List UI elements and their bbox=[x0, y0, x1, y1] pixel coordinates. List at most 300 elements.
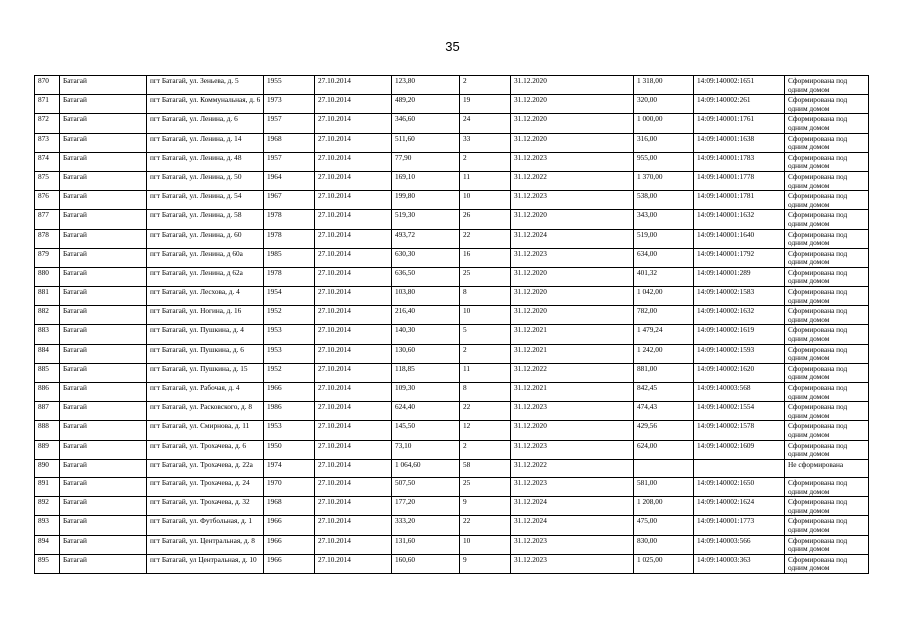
settlement-cell: Батагай bbox=[60, 133, 147, 152]
resettlement-date-cell: 31.12.2021 bbox=[511, 344, 634, 363]
cadastral-number-cell: 14:09:140001:1792 bbox=[694, 248, 785, 267]
cadastral-number-cell: 14:09:140002:1624 bbox=[694, 497, 785, 516]
settlement-cell: Батагай bbox=[60, 383, 147, 402]
area-cell: 118,85 bbox=[392, 363, 460, 382]
recognition-date-cell: 27.10.2014 bbox=[315, 210, 392, 229]
cadastral-number-cell: 14:09:140001:1783 bbox=[694, 152, 785, 171]
row-number-cell: 891 bbox=[35, 478, 60, 497]
land-area-cell: 1 025,00 bbox=[634, 554, 694, 573]
area-cell: 177,20 bbox=[392, 497, 460, 516]
table-row bbox=[35, 287, 869, 306]
row-number-cell: 871 bbox=[35, 95, 60, 114]
table-row bbox=[35, 306, 869, 325]
year-built-cell: 1974 bbox=[264, 459, 315, 477]
address-cell: пгт Батагай, ул. Трохачева, д. 24 bbox=[147, 478, 264, 497]
land-status-cell: Сформирована под одним домом bbox=[785, 76, 869, 95]
row-number-cell: 876 bbox=[35, 191, 60, 210]
row-number-cell: 879 bbox=[35, 248, 60, 267]
year-built-cell: 1978 bbox=[264, 229, 315, 248]
year-built-cell: 1952 bbox=[264, 306, 315, 325]
table-row bbox=[35, 478, 869, 497]
area-cell: 333,20 bbox=[392, 516, 460, 535]
row-number-cell: 878 bbox=[35, 229, 60, 248]
address-cell: пгт Батагай, ул. Пушкина, д. 6 bbox=[147, 344, 264, 363]
land-status-cell: Не сформирована bbox=[785, 459, 869, 477]
address-cell: пгт Батагай, ул. Ленина, д. 14 bbox=[147, 133, 264, 152]
residents-cell: 2 bbox=[460, 76, 511, 95]
year-built-cell: 1985 bbox=[264, 248, 315, 267]
resettlement-date-cell: 31.12.2024 bbox=[511, 516, 634, 535]
land-status-cell: Сформирована под одним домом bbox=[785, 325, 869, 344]
land-status-cell: Сформирована под одним домом bbox=[785, 497, 869, 516]
land-status-cell: Сформирована под одним домом bbox=[785, 152, 869, 171]
land-area-cell: 320,00 bbox=[634, 95, 694, 114]
land-status-cell: Сформирована под одним домом bbox=[785, 114, 869, 133]
land-status-cell: Сформирована под одним домом bbox=[785, 478, 869, 497]
land-status-cell: Сформирована под одним домом bbox=[785, 171, 869, 190]
resettlement-date-cell: 31.12.2020 bbox=[511, 421, 634, 440]
settlement-cell: Батагай bbox=[60, 516, 147, 535]
residents-cell: 10 bbox=[460, 191, 511, 210]
area-cell: 199,80 bbox=[392, 191, 460, 210]
resettlement-date-cell: 31.12.2023 bbox=[511, 152, 634, 171]
land-status-cell: Сформирована под одним домом bbox=[785, 363, 869, 382]
row-number-cell: 892 bbox=[35, 497, 60, 516]
table-row bbox=[35, 402, 869, 421]
resettlement-date-cell: 31.12.2020 bbox=[511, 76, 634, 95]
residents-cell: 25 bbox=[460, 267, 511, 286]
area-cell: 624,40 bbox=[392, 402, 460, 421]
row-number-cell: 881 bbox=[35, 287, 60, 306]
recognition-date-cell: 27.10.2014 bbox=[315, 383, 392, 402]
settlement-cell: Батагай bbox=[60, 306, 147, 325]
area-cell: 169,10 bbox=[392, 171, 460, 190]
land-area-cell: 1 242,00 bbox=[634, 344, 694, 363]
table-row bbox=[35, 248, 869, 267]
area-cell: 507,50 bbox=[392, 478, 460, 497]
settlement-cell: Батагай bbox=[60, 421, 147, 440]
recognition-date-cell: 27.10.2014 bbox=[315, 133, 392, 152]
area-cell: 630,30 bbox=[392, 248, 460, 267]
address-cell: пгт Батагай, ул. Зеньева, д. 5 bbox=[147, 76, 264, 95]
area-cell: 123,80 bbox=[392, 76, 460, 95]
recognition-date-cell: 27.10.2014 bbox=[315, 440, 392, 459]
row-number-cell: 889 bbox=[35, 440, 60, 459]
land-area-cell: 581,00 bbox=[634, 478, 694, 497]
resettlement-date-cell: 31.12.2023 bbox=[511, 535, 634, 554]
settlement-cell: Батагай bbox=[60, 76, 147, 95]
year-built-cell: 1952 bbox=[264, 363, 315, 382]
table-row bbox=[35, 133, 869, 152]
address-cell: пгт Батагай, ул. Пушкина, д. 15 bbox=[147, 363, 264, 382]
land-area-cell: 881,00 bbox=[634, 363, 694, 382]
address-cell: пгт Батагай, ул. Коммунальная, д. 6 bbox=[147, 95, 264, 114]
cadastral-number-cell: 14:09:140001:1638 bbox=[694, 133, 785, 152]
resettlement-date-cell: 31.12.2021 bbox=[511, 383, 634, 402]
year-built-cell: 1955 bbox=[264, 76, 315, 95]
area-cell: 489,20 bbox=[392, 95, 460, 114]
year-built-cell: 1970 bbox=[264, 478, 315, 497]
address-cell: пгт Батагай, ул. Ленина, д. 54 bbox=[147, 191, 264, 210]
area-cell: 346,60 bbox=[392, 114, 460, 133]
area-cell: 145,50 bbox=[392, 421, 460, 440]
residents-cell: 9 bbox=[460, 497, 511, 516]
address-cell: пгт Батагай, ул. Ленина, д 60а bbox=[147, 248, 264, 267]
cadastral-number-cell: 14:09:140001:1761 bbox=[694, 114, 785, 133]
resettlement-date-cell: 31.12.2024 bbox=[511, 497, 634, 516]
settlement-cell: Батагай bbox=[60, 210, 147, 229]
row-number-cell: 874 bbox=[35, 152, 60, 171]
land-status-cell: Сформирована под одним домом bbox=[785, 516, 869, 535]
settlement-cell: Батагай bbox=[60, 535, 147, 554]
year-built-cell: 1973 bbox=[264, 95, 315, 114]
resettlement-date-cell: 31.12.2020 bbox=[511, 114, 634, 133]
year-built-cell: 1986 bbox=[264, 402, 315, 421]
area-cell: 73,10 bbox=[392, 440, 460, 459]
recognition-date-cell: 27.10.2014 bbox=[315, 497, 392, 516]
cadastral-number-cell: 14:09:140002:1593 bbox=[694, 344, 785, 363]
address-cell: пгт Батагай, ул. Ленина, д 62а bbox=[147, 267, 264, 286]
row-number-cell: 888 bbox=[35, 421, 60, 440]
year-built-cell: 1966 bbox=[264, 383, 315, 402]
year-built-cell: 1978 bbox=[264, 267, 315, 286]
row-number-cell: 884 bbox=[35, 344, 60, 363]
settlement-cell: Батагай bbox=[60, 229, 147, 248]
row-number-cell: 890 bbox=[35, 459, 60, 477]
cadastral-number-cell: 14:09:140003:566 bbox=[694, 535, 785, 554]
land-area-cell: 401,32 bbox=[634, 267, 694, 286]
cadastral-number-cell: 14:09:140001:289 bbox=[694, 267, 785, 286]
recognition-date-cell: 27.10.2014 bbox=[315, 516, 392, 535]
resettlement-date-cell: 31.12.2023 bbox=[511, 478, 634, 497]
address-cell: пгт Батагай, ул. Ленина, д. 60 bbox=[147, 229, 264, 248]
address-cell: пгт Батагай, ул. Ногина, д. 16 bbox=[147, 306, 264, 325]
year-built-cell: 1954 bbox=[264, 287, 315, 306]
table-row bbox=[35, 497, 869, 516]
row-number-cell: 877 bbox=[35, 210, 60, 229]
residents-cell: 10 bbox=[460, 535, 511, 554]
settlement-cell: Батагай bbox=[60, 459, 147, 477]
resettlement-date-cell: 31.12.2020 bbox=[511, 267, 634, 286]
table-row bbox=[35, 95, 869, 114]
cadastral-number-cell: 14:09:140002:1632 bbox=[694, 306, 785, 325]
residents-cell: 26 bbox=[460, 210, 511, 229]
residents-cell: 5 bbox=[460, 325, 511, 344]
row-number-cell: 880 bbox=[35, 267, 60, 286]
residents-cell: 16 bbox=[460, 248, 511, 267]
address-cell: пгт Батагай, ул. Трохачева, д. 32 bbox=[147, 497, 264, 516]
row-number-cell: 893 bbox=[35, 516, 60, 535]
table-row bbox=[35, 459, 869, 477]
resettlement-date-cell: 31.12.2022 bbox=[511, 459, 634, 477]
residents-cell: 11 bbox=[460, 171, 511, 190]
resettlement-date-cell: 31.12.2023 bbox=[511, 248, 634, 267]
table-row bbox=[35, 383, 869, 402]
cadastral-number-cell: 14:09:140002:1620 bbox=[694, 363, 785, 382]
year-built-cell: 1957 bbox=[264, 152, 315, 171]
land-status-cell: Сформирована под одним домом bbox=[785, 535, 869, 554]
resettlement-date-cell: 31.12.2022 bbox=[511, 363, 634, 382]
recognition-date-cell: 27.10.2014 bbox=[315, 95, 392, 114]
cadastral-number-cell: 14:09:140002:1650 bbox=[694, 478, 785, 497]
resettlement-date-cell: 31.12.2023 bbox=[511, 440, 634, 459]
settlement-cell: Батагай bbox=[60, 248, 147, 267]
recognition-date-cell: 27.10.2014 bbox=[315, 152, 392, 171]
recognition-date-cell: 27.10.2014 bbox=[315, 478, 392, 497]
area-cell: 216,40 bbox=[392, 306, 460, 325]
land-status-cell: Сформирована под одним домом bbox=[785, 383, 869, 402]
area-cell: 160,60 bbox=[392, 554, 460, 573]
housing-registry-table bbox=[34, 75, 869, 574]
land-area-cell: 634,00 bbox=[634, 248, 694, 267]
settlement-cell: Батагай bbox=[60, 95, 147, 114]
area-cell: 519,30 bbox=[392, 210, 460, 229]
settlement-cell: Батагай bbox=[60, 478, 147, 497]
resettlement-date-cell: 31.12.2020 bbox=[511, 287, 634, 306]
settlement-cell: Батагай bbox=[60, 440, 147, 459]
recognition-date-cell: 27.10.2014 bbox=[315, 344, 392, 363]
settlement-cell: Батагай bbox=[60, 402, 147, 421]
residents-cell: 10 bbox=[460, 306, 511, 325]
cadastral-number-cell: 14:09:140001:1781 bbox=[694, 191, 785, 210]
recognition-date-cell: 27.10.2014 bbox=[315, 76, 392, 95]
table-row bbox=[35, 76, 869, 95]
land-status-cell: Сформирована под одним домом bbox=[785, 306, 869, 325]
land-area-cell: 316,00 bbox=[634, 133, 694, 152]
year-built-cell: 1957 bbox=[264, 114, 315, 133]
land-status-cell: Сформирована под одним домом bbox=[785, 229, 869, 248]
cadastral-number-cell bbox=[694, 459, 785, 477]
settlement-cell: Батагай bbox=[60, 171, 147, 190]
address-cell: пгт Батагай, ул Центральная, д. 10 bbox=[147, 554, 264, 573]
recognition-date-cell: 27.10.2014 bbox=[315, 402, 392, 421]
land-status-cell: Сформирована под одним домом bbox=[785, 133, 869, 152]
recognition-date-cell: 27.10.2014 bbox=[315, 535, 392, 554]
row-number-cell: 875 bbox=[35, 171, 60, 190]
row-number-cell: 870 bbox=[35, 76, 60, 95]
address-cell: пгт Батагай, ул. Ленина, д. 48 bbox=[147, 152, 264, 171]
resettlement-date-cell: 31.12.2022 bbox=[511, 171, 634, 190]
page-number: 35 bbox=[445, 39, 460, 54]
land-area-cell: 1 318,00 bbox=[634, 76, 694, 95]
address-cell: пгт Батагай, ул. Пушкина, д. 4 bbox=[147, 325, 264, 344]
year-built-cell: 1966 bbox=[264, 535, 315, 554]
residents-cell: 11 bbox=[460, 363, 511, 382]
land-status-cell: Сформирована под одним домом bbox=[785, 191, 869, 210]
land-area-cell: 429,56 bbox=[634, 421, 694, 440]
cadastral-number-cell: 14:09:140001:1778 bbox=[694, 171, 785, 190]
recognition-date-cell: 27.10.2014 bbox=[315, 459, 392, 477]
area-cell: 1 064,60 bbox=[392, 459, 460, 477]
area-cell: 131,60 bbox=[392, 535, 460, 554]
recognition-date-cell: 27.10.2014 bbox=[315, 554, 392, 573]
cadastral-number-cell: 14:09:140003:363 bbox=[694, 554, 785, 573]
row-number-cell: 887 bbox=[35, 402, 60, 421]
table-body bbox=[35, 76, 869, 574]
settlement-cell: Батагай bbox=[60, 191, 147, 210]
land-area-cell: 538,00 bbox=[634, 191, 694, 210]
land-status-cell: Сформирована под одним домом bbox=[785, 554, 869, 573]
address-cell: пгт Батагай, ул. Ленина, д. 6 bbox=[147, 114, 264, 133]
land-area-cell: 475,00 bbox=[634, 516, 694, 535]
year-built-cell: 1968 bbox=[264, 133, 315, 152]
area-cell: 493,72 bbox=[392, 229, 460, 248]
land-status-cell: Сформирована под одним домом bbox=[785, 267, 869, 286]
row-number-cell: 894 bbox=[35, 535, 60, 554]
land-area-cell: 955,00 bbox=[634, 152, 694, 171]
cadastral-number-cell: 14:09:140002:261 bbox=[694, 95, 785, 114]
area-cell: 130,60 bbox=[392, 344, 460, 363]
cadastral-number-cell: 14:09:140003:568 bbox=[694, 383, 785, 402]
year-built-cell: 1953 bbox=[264, 421, 315, 440]
cadastral-number-cell: 14:09:140002:1619 bbox=[694, 325, 785, 344]
resettlement-date-cell: 31.12.2023 bbox=[511, 402, 634, 421]
resettlement-date-cell: 31.12.2020 bbox=[511, 210, 634, 229]
resettlement-date-cell: 31.12.2024 bbox=[511, 229, 634, 248]
table-row bbox=[35, 344, 869, 363]
settlement-cell: Батагай bbox=[60, 344, 147, 363]
land-area-cell: 842,45 bbox=[634, 383, 694, 402]
cadastral-number-cell: 14:09:140001:1773 bbox=[694, 516, 785, 535]
cadastral-number-cell: 14:09:140001:1632 bbox=[694, 210, 785, 229]
resettlement-date-cell: 31.12.2020 bbox=[511, 133, 634, 152]
area-cell: 103,80 bbox=[392, 287, 460, 306]
residents-cell: 2 bbox=[460, 152, 511, 171]
recognition-date-cell: 27.10.2014 bbox=[315, 325, 392, 344]
land-status-cell: Сформирована под одним домом bbox=[785, 95, 869, 114]
cadastral-number-cell: 14:09:140002:1578 bbox=[694, 421, 785, 440]
residents-cell: 12 bbox=[460, 421, 511, 440]
address-cell: пгт Батагай, ул. Ленина, д. 50 bbox=[147, 171, 264, 190]
recognition-date-cell: 27.10.2014 bbox=[315, 248, 392, 267]
table-row bbox=[35, 171, 869, 190]
residents-cell: 8 bbox=[460, 383, 511, 402]
residents-cell: 8 bbox=[460, 287, 511, 306]
address-cell: пгт Батагай, ул. Трохачева, д. 22а bbox=[147, 459, 264, 477]
settlement-cell: Батагай bbox=[60, 363, 147, 382]
table-row bbox=[35, 229, 869, 248]
residents-cell: 2 bbox=[460, 440, 511, 459]
year-built-cell: 1967 bbox=[264, 191, 315, 210]
table-row bbox=[35, 421, 869, 440]
land-status-cell: Сформирована под одним домом bbox=[785, 344, 869, 363]
land-area-cell: 1 208,00 bbox=[634, 497, 694, 516]
address-cell: пгт Батагай, ул. Лесхова, д. 4 bbox=[147, 287, 264, 306]
recognition-date-cell: 27.10.2014 bbox=[315, 171, 392, 190]
land-area-cell: 474,43 bbox=[634, 402, 694, 421]
land-area-cell: 343,00 bbox=[634, 210, 694, 229]
land-status-cell: Сформирована под одним домом bbox=[785, 440, 869, 459]
land-status-cell: Сформирована под одним домом bbox=[785, 210, 869, 229]
row-number-cell: 895 bbox=[35, 554, 60, 573]
settlement-cell: Батагай bbox=[60, 325, 147, 344]
recognition-date-cell: 27.10.2014 bbox=[315, 421, 392, 440]
land-status-cell: Сформирована под одним домом bbox=[785, 421, 869, 440]
cadastral-number-cell: 14:09:140002:1651 bbox=[694, 76, 785, 95]
table-row bbox=[35, 152, 869, 171]
year-built-cell: 1968 bbox=[264, 497, 315, 516]
table-row bbox=[35, 516, 869, 535]
table-row bbox=[35, 325, 869, 344]
land-area-cell: 1 370,00 bbox=[634, 171, 694, 190]
row-number-cell: 872 bbox=[35, 114, 60, 133]
row-number-cell: 886 bbox=[35, 383, 60, 402]
row-number-cell: 873 bbox=[35, 133, 60, 152]
land-status-cell: Сформирована под одним домом bbox=[785, 287, 869, 306]
address-cell: пгт Батагай, ул. Футбольная, д. 1 bbox=[147, 516, 264, 535]
recognition-date-cell: 27.10.2014 bbox=[315, 306, 392, 325]
year-built-cell: 1950 bbox=[264, 440, 315, 459]
residents-cell: 25 bbox=[460, 478, 511, 497]
settlement-cell: Батагай bbox=[60, 114, 147, 133]
year-built-cell: 1966 bbox=[264, 554, 315, 573]
table-row bbox=[35, 210, 869, 229]
address-cell: пгт Батагай, ул. Ленина, д. 58 bbox=[147, 210, 264, 229]
land-area-cell: 782,00 bbox=[634, 306, 694, 325]
residents-cell: 22 bbox=[460, 402, 511, 421]
table-row bbox=[35, 191, 869, 210]
table-row bbox=[35, 114, 869, 133]
area-cell: 109,30 bbox=[392, 383, 460, 402]
settlement-cell: Батагай bbox=[60, 497, 147, 516]
year-built-cell: 1953 bbox=[264, 344, 315, 363]
land-status-cell: Сформирована под одним домом bbox=[785, 248, 869, 267]
recognition-date-cell: 27.10.2014 bbox=[315, 114, 392, 133]
recognition-date-cell: 27.10.2014 bbox=[315, 267, 392, 286]
settlement-cell: Батагай bbox=[60, 554, 147, 573]
table-row bbox=[35, 535, 869, 554]
resettlement-date-cell: 31.12.2023 bbox=[511, 191, 634, 210]
settlement-cell: Батагай bbox=[60, 267, 147, 286]
table-row bbox=[35, 267, 869, 286]
residents-cell: 22 bbox=[460, 516, 511, 535]
cadastral-number-cell: 14:09:140002:1609 bbox=[694, 440, 785, 459]
residents-cell: 19 bbox=[460, 95, 511, 114]
settlement-cell: Батагай bbox=[60, 152, 147, 171]
year-built-cell: 1966 bbox=[264, 516, 315, 535]
year-built-cell: 1953 bbox=[264, 325, 315, 344]
recognition-date-cell: 27.10.2014 bbox=[315, 287, 392, 306]
resettlement-date-cell: 31.12.2021 bbox=[511, 325, 634, 344]
land-area-cell: 624,00 bbox=[634, 440, 694, 459]
recognition-date-cell: 27.10.2014 bbox=[315, 229, 392, 248]
settlement-cell: Батагай bbox=[60, 287, 147, 306]
cadastral-number-cell: 14:09:140002:1554 bbox=[694, 402, 785, 421]
resettlement-date-cell: 31.12.2020 bbox=[511, 306, 634, 325]
residents-cell: 33 bbox=[460, 133, 511, 152]
residents-cell: 2 bbox=[460, 344, 511, 363]
address-cell: пгт Батагай, ул. Расковского, д. 8 bbox=[147, 402, 264, 421]
cadastral-number-cell: 14:09:140002:1583 bbox=[694, 287, 785, 306]
year-built-cell: 1964 bbox=[264, 171, 315, 190]
residents-cell: 24 bbox=[460, 114, 511, 133]
area-cell: 77,90 bbox=[392, 152, 460, 171]
table-row bbox=[35, 363, 869, 382]
residents-cell: 22 bbox=[460, 229, 511, 248]
land-area-cell bbox=[634, 459, 694, 477]
land-area-cell: 519,00 bbox=[634, 229, 694, 248]
row-number-cell: 883 bbox=[35, 325, 60, 344]
recognition-date-cell: 27.10.2014 bbox=[315, 363, 392, 382]
row-number-cell: 885 bbox=[35, 363, 60, 382]
residents-cell: 58 bbox=[460, 459, 511, 477]
recognition-date-cell: 27.10.2014 bbox=[315, 191, 392, 210]
land-area-cell: 1 042,00 bbox=[634, 287, 694, 306]
land-area-cell: 830,00 bbox=[634, 535, 694, 554]
cadastral-number-cell: 14:09:140001:1640 bbox=[694, 229, 785, 248]
land-area-cell: 1 000,00 bbox=[634, 114, 694, 133]
table-row bbox=[35, 554, 869, 573]
